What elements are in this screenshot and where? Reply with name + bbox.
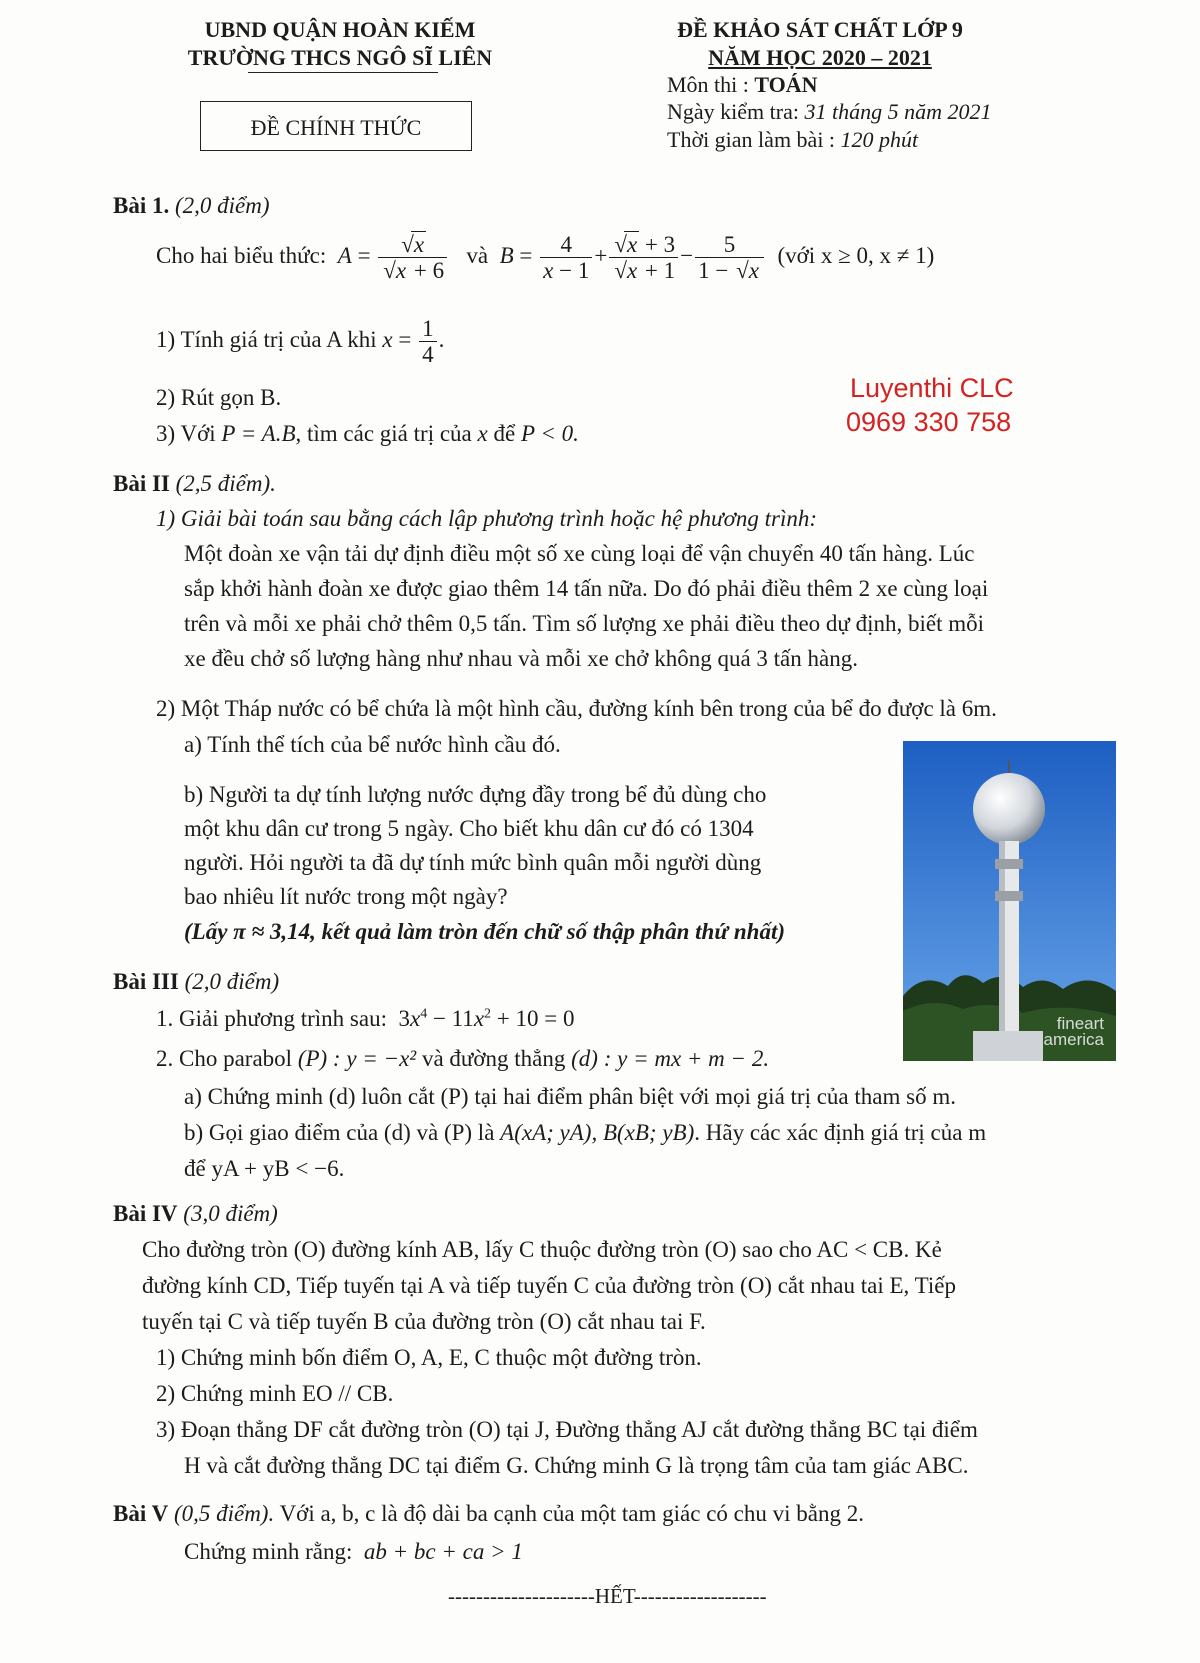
fraction-b1: $\frac{4}{x - 1}$ bbox=[540, 232, 592, 284]
bai4-q3b: H và cắt đường thẳng DC tại điểm G. Chứng minh G là trọng tâm của tam giác ABC. bbox=[184, 1453, 969, 1478]
bai2-p1-line1: Một đoàn xe vận tải dự định điều một số xe cùng loại để vận chuyển 40 tấn hàng. Lúc bbox=[184, 541, 975, 566]
bai1-q3: 3) Với P = A.B, tìm các giá trị của x để P < 0. bbox=[156, 421, 579, 446]
bai2-p2-a: a) Tính thể tích của bể nước hình cầu đó. bbox=[184, 732, 561, 757]
bai1-q1: 1) Tính giá trị của A khi x = $\frac{1}{4}$ . bbox=[156, 316, 445, 368]
bai5-prove: Chứng minh rằng: ab + bc + ca > 1 bbox=[184, 1539, 523, 1564]
photo-watermark: fineart america bbox=[1043, 1014, 1104, 1049]
water-tower-image bbox=[903, 741, 1116, 1061]
bai3-heading: Bài III (2,0 điểm) bbox=[113, 969, 280, 994]
school-year: NĂM HỌC 2020 – 2021 bbox=[708, 45, 932, 70]
subject-line: Môn thi : TOÁN bbox=[667, 72, 818, 97]
bai3-qb2: để yA + yB < −6. bbox=[184, 1156, 345, 1181]
bai2-p1-line4: xe đều chở số lượng hàng như nhau và mỗi xe chở không quá 3 tấn hàng. bbox=[184, 646, 858, 671]
bai4-line3: tuyến tại C và tiếp tuyến B của đường tròn (O) cắt nhau tai F. bbox=[142, 1309, 706, 1334]
fraction-quarter: $\frac{1}{4}$ bbox=[419, 316, 437, 368]
bai2-heading: Bài II (2,5 điểm). bbox=[113, 471, 276, 496]
exam-title: ĐỀ KHẢO SÁT CHẤT LỚP 9 bbox=[677, 17, 963, 42]
bai1-expressions: Cho hai biểu thức: A = √ x √ x + 6 và B = $\frac{4}{x - 1}$ + √ x + 3 √ x + 1 − $\frac{5}{1 - √ x}$ (với x ≥ 0, x ≠ 1) bbox=[156, 232, 934, 284]
bai2-p1-line3: trên và mỗi xe phải chở thêm 0,5 tấn. Tìm số lượng xe phải điều theo dự định, biết mỗi bbox=[184, 611, 985, 636]
bai2-p1-heading: 1) Giải bài toán sau bằng cách lập phương trình hoặc hệ phương trình: bbox=[156, 506, 818, 531]
watermark-phone: 0969 330 758 bbox=[846, 407, 1012, 437]
bai4-q1: 1) Chứng minh bốn điểm O, A, E, C thuộc một đường tròn. bbox=[156, 1345, 702, 1370]
water-tower-photo bbox=[903, 741, 1116, 1061]
bai3-q1: 1. Giải phương trình sau: $3x^4 - 11x^2 + 10 = 0$ bbox=[156, 1006, 575, 1031]
bai2-p2-b1: b) Người ta dự tính lượng nước đựng đầy trong bể đủ dùng cho bbox=[184, 782, 767, 807]
school-name: TRƯỜNG THCS NGÔ SĨ LIÊN bbox=[187, 45, 493, 70]
watermark-name: Luyenthi CLC bbox=[850, 373, 1014, 403]
divider bbox=[248, 72, 438, 73]
date-line: Ngày kiểm tra: 31 tháng 5 năm 2021 bbox=[667, 99, 992, 124]
bai2-note: (Lấy π ≈ 3,14, kết quả làm tròn đến chữ số thập phân thứ nhất) bbox=[184, 919, 785, 944]
bai3-qa: a) Chứng minh (d) luôn cắt (P) tại hai điểm phân biệt với mọi giá trị của tham số m. bbox=[184, 1084, 956, 1109]
bai4-line2: đường kính CD, Tiếp tuyến tại A và tiếp tuyến C của đường tròn (O) cắt nhau tai E, Tiếp bbox=[142, 1273, 956, 1298]
bai2-p2-line1: 2) Một Tháp nước có bể chứa là một hình cầu, đường kính bên trong của bể đo được là 6m. bbox=[156, 696, 997, 721]
bai4-line1: Cho đường tròn (O) đường kính AB, lấy C thuộc đường tròn (O) sao cho AC < CB. Kẻ bbox=[142, 1237, 942, 1262]
bai1-q2: 2) Rút gọn B. bbox=[156, 385, 282, 410]
fraction-b3: $\frac{5}{1 - √ x}$ bbox=[695, 232, 764, 284]
bai1-heading: Bài 1. (2,0 điểm) bbox=[113, 193, 270, 218]
bai2-p2-b2: một khu dân cư trong 5 ngày. Cho biết khu dân cư đó có 1304 bbox=[184, 816, 754, 841]
time-line: Thời gian làm bài : 120 phút bbox=[667, 127, 919, 152]
bai4-q3a: 3) Đoạn thẳng DF cắt đường tròn (O) tại J, Đường thẳng AJ cắt đường thẳng BC tại điểm bbox=[156, 1417, 978, 1442]
bai3-qb1: b) Gọi giao điểm của (d) và (P) là A(xA; yA), B(xB; yB). Hãy các xác định giá trị của m bbox=[184, 1120, 987, 1145]
bai5-heading: Bài V (0,5 điểm). Với a, b, c là độ dài ba cạnh của một tam giác có chu vi bằng 2. bbox=[113, 1501, 864, 1526]
bai2-p1-line2: sắp khởi hành đoàn xe được giao thêm 14 tấn nữa. Do đó phải điều thêm 2 xe cùng loại bbox=[184, 576, 989, 601]
bai4-q2: 2) Chứng minh EO // CB. bbox=[156, 1381, 394, 1406]
official-box: ĐỀ CHÍNH THỨC bbox=[200, 101, 472, 151]
bai4-heading: Bài IV (3,0 điểm) bbox=[113, 1201, 278, 1226]
bai2-p2-b4: bao nhiêu lít nước trong một ngày? bbox=[184, 884, 508, 909]
fraction-b2: √ x + 3 √ x + 1 bbox=[609, 232, 678, 284]
fraction-a: √ x √ x + 6 bbox=[378, 232, 447, 284]
district-name: UBND QUẬN HOÀN KIẾM bbox=[204, 17, 476, 42]
bai2-p2-b3: người. Hỏi người ta đã dự tính mức bình quân mỗi người dùng bbox=[184, 850, 762, 875]
end-marker: ---------------------HẾT------------------- bbox=[448, 1584, 767, 1608]
bai3-q2: 2. Cho parabol (P) : y = −x² và đường thẳng (d) : y = mx + m − 2. bbox=[156, 1046, 770, 1071]
